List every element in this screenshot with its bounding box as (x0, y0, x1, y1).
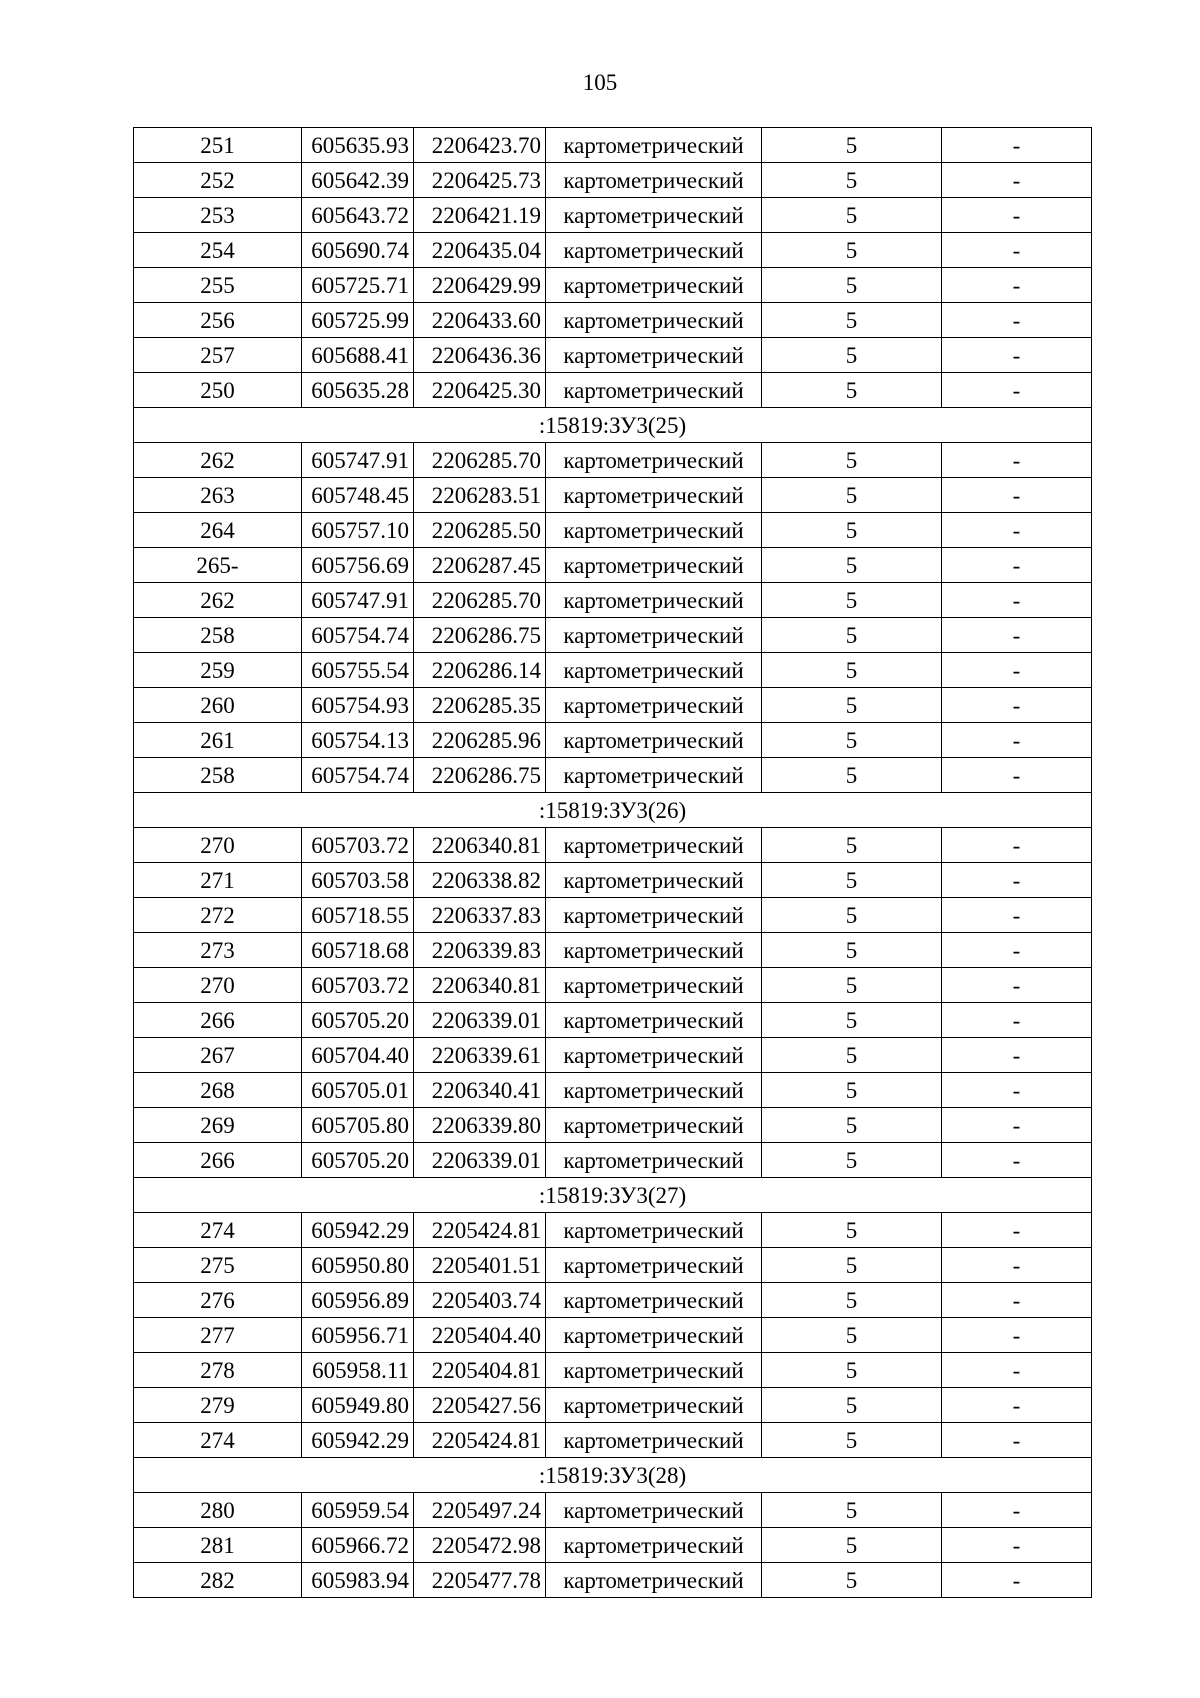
table-row (134, 968, 1092, 1003)
note-cell: - (942, 163, 1092, 198)
method-cell: картометрический (546, 1143, 762, 1178)
x-coordinate-cell: 605688.41 (302, 338, 414, 373)
point-number-cell: 266 (134, 1143, 302, 1178)
note-cell: - (942, 933, 1092, 968)
y-coordinate-cell: 2205427.56 (414, 1388, 546, 1423)
point-number-cell: 254 (134, 233, 302, 268)
table-row (134, 1318, 1092, 1353)
method-cell: картометрический (546, 1283, 762, 1318)
point-number-cell: 280 (134, 1493, 302, 1528)
x-coordinate-cell: 605983.94 (302, 1563, 414, 1598)
point-number-cell: 271 (134, 863, 302, 898)
note-cell: - (942, 758, 1092, 793)
note-cell: - (942, 863, 1092, 898)
note-cell: - (942, 968, 1092, 1003)
note-cell: - (942, 1213, 1092, 1248)
note-cell: - (942, 128, 1092, 163)
point-number-cell: 275 (134, 1248, 302, 1283)
method-cell: картометрический (546, 1318, 762, 1353)
x-coordinate-cell: 605756.69 (302, 548, 414, 583)
note-cell: - (942, 688, 1092, 723)
accuracy-cell: 5 (762, 1003, 942, 1038)
x-coordinate-cell: 605956.89 (302, 1283, 414, 1318)
note-cell: - (942, 1108, 1092, 1143)
y-coordinate-cell: 2205404.40 (414, 1318, 546, 1353)
y-coordinate-cell: 2205477.78 (414, 1563, 546, 1598)
x-coordinate-cell: 605705.20 (302, 1003, 414, 1038)
x-coordinate-cell: 605958.11 (302, 1353, 414, 1388)
y-coordinate-cell: 2205404.81 (414, 1353, 546, 1388)
accuracy-cell: 5 (762, 1423, 942, 1458)
note-cell: - (942, 723, 1092, 758)
table-row (134, 898, 1092, 933)
section-header-row (134, 408, 1092, 443)
method-cell: картометрический (546, 1213, 762, 1248)
y-coordinate-cell: 2206339.01 (414, 1143, 546, 1178)
method-cell: картометрический (546, 338, 762, 373)
point-number-cell: 277 (134, 1318, 302, 1353)
point-number-cell: 268 (134, 1073, 302, 1108)
x-coordinate-cell: 605635.28 (302, 373, 414, 408)
method-cell: картометрический (546, 1563, 762, 1598)
table-row (134, 1038, 1092, 1073)
accuracy-cell: 5 (762, 968, 942, 1003)
method-cell: картометрический (546, 898, 762, 933)
y-coordinate-cell: 2206435.04 (414, 233, 546, 268)
accuracy-cell: 5 (762, 198, 942, 233)
point-number-cell: 253 (134, 198, 302, 233)
note-cell: - (942, 1073, 1092, 1108)
table-row (134, 268, 1092, 303)
accuracy-cell: 5 (762, 303, 942, 338)
note-cell: - (942, 653, 1092, 688)
section-label: :15819:ЗУ3(25) (134, 408, 1092, 443)
point-number-cell: 276 (134, 1283, 302, 1318)
note-cell: - (942, 1388, 1092, 1423)
point-number-cell: 266 (134, 1003, 302, 1038)
point-number-cell: 260 (134, 688, 302, 723)
accuracy-cell: 5 (762, 1073, 942, 1108)
method-cell: картометрический (546, 513, 762, 548)
x-coordinate-cell: 605703.72 (302, 968, 414, 1003)
point-number-cell: 258 (134, 758, 302, 793)
point-number-cell: 270 (134, 828, 302, 863)
accuracy-cell: 5 (762, 1388, 942, 1423)
table-row (134, 1213, 1092, 1248)
y-coordinate-cell: 2205424.81 (414, 1213, 546, 1248)
note-cell: - (942, 1003, 1092, 1038)
y-coordinate-cell: 2206421.19 (414, 198, 546, 233)
method-cell: картометрический (546, 478, 762, 513)
point-number-cell: 281 (134, 1528, 302, 1563)
note-cell: - (942, 513, 1092, 548)
x-coordinate-cell: 605718.68 (302, 933, 414, 968)
point-number-cell: 262 (134, 443, 302, 478)
y-coordinate-cell: 2205497.24 (414, 1493, 546, 1528)
method-cell: картометрический (546, 1388, 762, 1423)
y-coordinate-cell: 2206433.60 (414, 303, 546, 338)
x-coordinate-cell: 605642.39 (302, 163, 414, 198)
table-row (134, 513, 1092, 548)
table-row (134, 583, 1092, 618)
y-coordinate-cell: 2206285.70 (414, 583, 546, 618)
method-cell: картометрический (546, 828, 762, 863)
table-row (134, 548, 1092, 583)
x-coordinate-cell: 605705.80 (302, 1108, 414, 1143)
point-number-cell: 250 (134, 373, 302, 408)
table-row (134, 128, 1092, 163)
y-coordinate-cell: 2206425.30 (414, 373, 546, 408)
note-cell: - (942, 233, 1092, 268)
note-cell: - (942, 268, 1092, 303)
point-number-cell: 269 (134, 1108, 302, 1143)
y-coordinate-cell: 2205401.51 (414, 1248, 546, 1283)
table-row (134, 233, 1092, 268)
section-label: :15819:ЗУ3(27) (134, 1178, 1092, 1213)
method-cell: картометрический (546, 863, 762, 898)
accuracy-cell: 5 (762, 233, 942, 268)
accuracy-cell: 5 (762, 723, 942, 758)
accuracy-cell: 5 (762, 268, 942, 303)
x-coordinate-cell: 605718.55 (302, 898, 414, 933)
accuracy-cell: 5 (762, 1318, 942, 1353)
table-row (134, 198, 1092, 233)
accuracy-cell: 5 (762, 513, 942, 548)
x-coordinate-cell: 605704.40 (302, 1038, 414, 1073)
table-row (134, 1528, 1092, 1563)
x-coordinate-cell: 605966.72 (302, 1528, 414, 1563)
method-cell: картометрический (546, 1493, 762, 1528)
accuracy-cell: 5 (762, 933, 942, 968)
accuracy-cell: 5 (762, 1563, 942, 1598)
point-number-cell: 282 (134, 1563, 302, 1598)
method-cell: картометрический (546, 653, 762, 688)
x-coordinate-cell: 605950.80 (302, 1248, 414, 1283)
method-cell: картометрический (546, 373, 762, 408)
x-coordinate-cell: 605643.72 (302, 198, 414, 233)
y-coordinate-cell: 2206340.81 (414, 828, 546, 863)
x-coordinate-cell: 605754.74 (302, 618, 414, 653)
section-header-row (134, 1458, 1092, 1493)
x-coordinate-cell: 605748.45 (302, 478, 414, 513)
x-coordinate-cell: 605959.54 (302, 1493, 414, 1528)
accuracy-cell: 5 (762, 1213, 942, 1248)
note-cell: - (942, 583, 1092, 618)
y-coordinate-cell: 2205472.98 (414, 1528, 546, 1563)
accuracy-cell: 5 (762, 1248, 942, 1283)
x-coordinate-cell: 605757.10 (302, 513, 414, 548)
y-coordinate-cell: 2206338.82 (414, 863, 546, 898)
accuracy-cell: 5 (762, 1038, 942, 1073)
point-number-cell: 264 (134, 513, 302, 548)
point-number-cell: 259 (134, 653, 302, 688)
page-number: 105 (582, 70, 618, 95)
y-coordinate-cell: 2206285.70 (414, 443, 546, 478)
point-number-cell: 267 (134, 1038, 302, 1073)
y-coordinate-cell: 2206425.73 (414, 163, 546, 198)
method-cell: картометрический (546, 1423, 762, 1458)
accuracy-cell: 5 (762, 688, 942, 723)
method-cell: картометрический (546, 1528, 762, 1563)
y-coordinate-cell: 2206429.99 (414, 268, 546, 303)
x-coordinate-cell: 605754.74 (302, 758, 414, 793)
table-row (134, 933, 1092, 968)
note-cell: - (942, 548, 1092, 583)
method-cell: картометрический (546, 443, 762, 478)
accuracy-cell: 5 (762, 1353, 942, 1388)
method-cell: картометрический (546, 233, 762, 268)
table-row (134, 723, 1092, 758)
accuracy-cell: 5 (762, 478, 942, 513)
table-row (134, 1563, 1092, 1598)
table-row (134, 443, 1092, 478)
y-coordinate-cell: 2206285.50 (414, 513, 546, 548)
table-row (134, 1143, 1092, 1178)
point-number-cell: 252 (134, 163, 302, 198)
table-row (134, 1003, 1092, 1038)
note-cell: - (942, 1353, 1092, 1388)
x-coordinate-cell: 605725.71 (302, 268, 414, 303)
method-cell: картометрический (546, 583, 762, 618)
accuracy-cell: 5 (762, 653, 942, 688)
method-cell: картометрический (546, 758, 762, 793)
accuracy-cell: 5 (762, 1108, 942, 1143)
table-row (134, 618, 1092, 653)
table-row (134, 1493, 1092, 1528)
y-coordinate-cell: 2206339.01 (414, 1003, 546, 1038)
x-coordinate-cell: 605703.58 (302, 863, 414, 898)
accuracy-cell: 5 (762, 1143, 942, 1178)
accuracy-cell: 5 (762, 443, 942, 478)
accuracy-cell: 5 (762, 758, 942, 793)
y-coordinate-cell: 2205403.74 (414, 1283, 546, 1318)
point-number-cell: 256 (134, 303, 302, 338)
note-cell: - (942, 1248, 1092, 1283)
table-row (134, 1073, 1092, 1108)
note-cell: - (942, 198, 1092, 233)
method-cell: картометрический (546, 723, 762, 758)
point-number-cell: 274 (134, 1423, 302, 1458)
accuracy-cell: 5 (762, 618, 942, 653)
table-row (134, 338, 1092, 373)
y-coordinate-cell: 2206285.96 (414, 723, 546, 758)
table-row (134, 828, 1092, 863)
x-coordinate-cell: 605754.13 (302, 723, 414, 758)
point-number-cell: 255 (134, 268, 302, 303)
accuracy-cell: 5 (762, 863, 942, 898)
accuracy-cell: 5 (762, 583, 942, 618)
note-cell: - (942, 1563, 1092, 1598)
y-coordinate-cell: 2205424.81 (414, 1423, 546, 1458)
x-coordinate-cell: 605703.72 (302, 828, 414, 863)
coordinates-table (133, 127, 1092, 1598)
accuracy-cell: 5 (762, 1283, 942, 1318)
accuracy-cell: 5 (762, 373, 942, 408)
accuracy-cell: 5 (762, 548, 942, 583)
x-coordinate-cell: 605949.80 (302, 1388, 414, 1423)
accuracy-cell: 5 (762, 338, 942, 373)
table-row (134, 653, 1092, 688)
accuracy-cell: 5 (762, 1528, 942, 1563)
x-coordinate-cell: 605942.29 (302, 1423, 414, 1458)
table-row (134, 1388, 1092, 1423)
method-cell: картометрический (546, 933, 762, 968)
x-coordinate-cell: 605705.01 (302, 1073, 414, 1108)
point-number-cell: 265- (134, 548, 302, 583)
point-number-cell: 272 (134, 898, 302, 933)
section-header-row (134, 793, 1092, 828)
note-cell: - (942, 618, 1092, 653)
method-cell: картометрический (546, 1353, 762, 1388)
method-cell: картометрический (546, 128, 762, 163)
table-row (134, 1423, 1092, 1458)
section-label: :15819:ЗУ3(26) (134, 793, 1092, 828)
note-cell: - (942, 1038, 1092, 1073)
y-coordinate-cell: 2206340.81 (414, 968, 546, 1003)
y-coordinate-cell: 2206286.75 (414, 618, 546, 653)
point-number-cell: 274 (134, 1213, 302, 1248)
table-row (134, 163, 1092, 198)
y-coordinate-cell: 2206285.35 (414, 688, 546, 723)
accuracy-cell: 5 (762, 828, 942, 863)
table-row (134, 863, 1092, 898)
note-cell: - (942, 1318, 1092, 1353)
y-coordinate-cell: 2206283.51 (414, 478, 546, 513)
method-cell: картометрический (546, 1073, 762, 1108)
note-cell: - (942, 1143, 1092, 1178)
x-coordinate-cell: 605754.93 (302, 688, 414, 723)
note-cell: - (942, 828, 1092, 863)
note-cell: - (942, 1493, 1092, 1528)
method-cell: картометрический (546, 548, 762, 583)
method-cell: картометрический (546, 968, 762, 1003)
y-coordinate-cell: 2206339.80 (414, 1108, 546, 1143)
x-coordinate-cell: 605635.93 (302, 128, 414, 163)
x-coordinate-cell: 605942.29 (302, 1213, 414, 1248)
method-cell: картометрический (546, 1248, 762, 1283)
section-header-row (134, 1178, 1092, 1213)
point-number-cell: 279 (134, 1388, 302, 1423)
note-cell: - (942, 443, 1092, 478)
y-coordinate-cell: 2206339.83 (414, 933, 546, 968)
point-number-cell: 258 (134, 618, 302, 653)
method-cell: картометрический (546, 688, 762, 723)
x-coordinate-cell: 605747.91 (302, 583, 414, 618)
x-coordinate-cell: 605725.99 (302, 303, 414, 338)
table-row (134, 478, 1092, 513)
point-number-cell: 270 (134, 968, 302, 1003)
method-cell: картометрический (546, 163, 762, 198)
note-cell: - (942, 478, 1092, 513)
note-cell: - (942, 1423, 1092, 1458)
method-cell: картометрический (546, 1108, 762, 1143)
note-cell: - (942, 303, 1092, 338)
note-cell: - (942, 373, 1092, 408)
accuracy-cell: 5 (762, 898, 942, 933)
table-row (134, 1248, 1092, 1283)
section-label: :15819:ЗУ3(28) (134, 1458, 1092, 1493)
point-number-cell: 273 (134, 933, 302, 968)
table-row (134, 1353, 1092, 1388)
y-coordinate-cell: 2206423.70 (414, 128, 546, 163)
y-coordinate-cell: 2206286.75 (414, 758, 546, 793)
method-cell: картометрический (546, 618, 762, 653)
point-number-cell: 257 (134, 338, 302, 373)
accuracy-cell: 5 (762, 1493, 942, 1528)
table-row (134, 758, 1092, 793)
x-coordinate-cell: 605690.74 (302, 233, 414, 268)
note-cell: - (942, 1283, 1092, 1318)
point-number-cell: 261 (134, 723, 302, 758)
method-cell: картометрический (546, 198, 762, 233)
table-row (134, 688, 1092, 723)
y-coordinate-cell: 2206287.45 (414, 548, 546, 583)
x-coordinate-cell: 605956.71 (302, 1318, 414, 1353)
note-cell: - (942, 898, 1092, 933)
coordinates-table-body (134, 128, 1092, 1598)
method-cell: картометрический (546, 1038, 762, 1073)
table-row (134, 1283, 1092, 1318)
method-cell: картометрический (546, 1003, 762, 1038)
x-coordinate-cell: 605705.20 (302, 1143, 414, 1178)
point-number-cell: 278 (134, 1353, 302, 1388)
y-coordinate-cell: 2206286.14 (414, 653, 546, 688)
x-coordinate-cell: 605755.54 (302, 653, 414, 688)
y-coordinate-cell: 2206337.83 (414, 898, 546, 933)
accuracy-cell: 5 (762, 128, 942, 163)
note-cell: - (942, 338, 1092, 373)
table-row (134, 1108, 1092, 1143)
y-coordinate-cell: 2206436.36 (414, 338, 546, 373)
point-number-cell: 251 (134, 128, 302, 163)
y-coordinate-cell: 2206339.61 (414, 1038, 546, 1073)
accuracy-cell: 5 (762, 163, 942, 198)
method-cell: картометрический (546, 303, 762, 338)
point-number-cell: 263 (134, 478, 302, 513)
point-number-cell: 262 (134, 583, 302, 618)
x-coordinate-cell: 605747.91 (302, 443, 414, 478)
y-coordinate-cell: 2206340.41 (414, 1073, 546, 1108)
note-cell: - (942, 1528, 1092, 1563)
table-row (134, 373, 1092, 408)
table-row (134, 303, 1092, 338)
method-cell: картометрический (546, 268, 762, 303)
